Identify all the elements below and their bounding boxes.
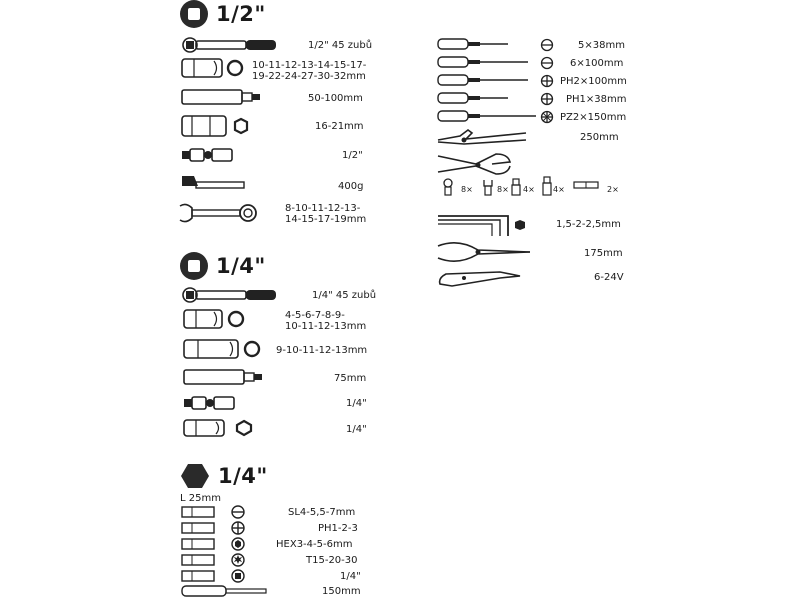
deep-socket-icon	[182, 338, 264, 360]
ratchet-label: 1/2" 45 zubů	[308, 40, 373, 51]
phillips-bits-label: PH1-2-3	[318, 523, 358, 534]
universal-joint-icon	[180, 146, 240, 164]
extension-label: 75mm	[334, 373, 367, 384]
socket-label-line-1: 10-11-12-13-14-15-17-	[252, 60, 367, 71]
combination-wrench-icon	[178, 202, 264, 224]
universal-joint-icon	[182, 394, 242, 412]
section-title: 1/4"	[218, 464, 268, 488]
hex-keys-label: 1,5-2-2,5mm	[556, 219, 621, 230]
socket-label	[252, 60, 366, 82]
terminal-count: 4×	[553, 185, 565, 194]
socket-label-line-2: 19-22-24-27-30-32mm	[252, 71, 366, 82]
universal-joint-label: 1/4"	[346, 398, 367, 409]
terminal-count: 8×	[461, 185, 473, 194]
tester-label: 6-24V	[594, 272, 624, 283]
screwdriver-icon	[436, 36, 546, 52]
hex-keys-icon	[436, 212, 536, 240]
terminal-count: 4×	[523, 185, 535, 194]
wrench-label	[285, 203, 366, 225]
screwdriver-icon	[436, 72, 546, 88]
phillips-icon	[540, 74, 554, 88]
wrench-label-line-1: 8-10-11-12-13-	[285, 203, 361, 214]
screwdriver-icon	[436, 54, 546, 70]
socket-label	[285, 310, 366, 332]
torx-bits-label: T15-20-30	[306, 555, 358, 566]
bit-screwdriver-icon	[180, 584, 272, 598]
adapter-label: 1/4"	[346, 424, 367, 435]
slot-icon	[540, 38, 554, 52]
diagonal-cutters-icon	[436, 150, 516, 178]
bit-holder-icon	[180, 568, 250, 584]
slot-icon	[540, 56, 554, 70]
hammer-label: 400g	[338, 181, 364, 192]
pozidriv-icon	[540, 110, 554, 124]
screwdriver-label: 6×100mm	[570, 58, 624, 69]
section-title: 1/2"	[216, 2, 266, 26]
bit-holder-label: 1/4"	[340, 571, 361, 582]
slot-bits-label: SL4-5,5-7mm	[288, 507, 356, 518]
section-half-inch-header	[180, 0, 266, 28]
fork-terminal-icon	[480, 178, 496, 196]
socket-label-line-1: 4-5-6-7-8-9-	[285, 310, 345, 321]
torx-bit-icon	[180, 552, 250, 568]
slot-bit-icon	[180, 504, 250, 520]
screwdriver-label: PH2×100mm	[560, 76, 627, 87]
section-title: 1/4"	[216, 254, 266, 278]
phillips-bit-icon	[180, 520, 250, 536]
ratchet-icon	[180, 286, 280, 304]
phillips-icon	[540, 92, 554, 106]
spade-terminal-icon	[508, 178, 524, 196]
section-bits-header	[180, 462, 268, 490]
square-drive-icon	[180, 252, 208, 280]
adapter-socket-icon	[182, 418, 258, 438]
ratchet-label: 1/4" 45 zubů	[312, 290, 377, 301]
terminal-count: 8×	[497, 185, 509, 194]
socket-label-line-2: 10-11-12-13mm	[285, 321, 367, 332]
universal-joint-label: 1/2"	[342, 150, 363, 161]
terminal-count: 2×	[607, 185, 619, 194]
screwdriver-label: PZ2×150mm	[560, 112, 627, 123]
socket-icon	[180, 57, 246, 79]
hex-bit-icon	[180, 536, 250, 552]
pliers-label: 250mm	[580, 132, 619, 143]
deep-socket-label: 9-10-11-12-13mm	[276, 345, 368, 356]
nose-pliers-label: 175mm	[584, 248, 623, 259]
water-pump-pliers-icon	[436, 126, 536, 150]
bit-length-label: L 25mm	[180, 493, 221, 504]
ring-terminal-icon	[440, 178, 456, 196]
spark-plug-socket-icon	[180, 114, 260, 138]
screwdriver-label: 5×38mm	[578, 40, 625, 51]
hex-drive-icon	[180, 462, 210, 490]
extension-label: 50-100mm	[308, 93, 363, 104]
ratchet-icon	[180, 36, 280, 54]
butt-connector-icon	[572, 180, 602, 190]
extension-bar-icon	[182, 368, 272, 386]
socket-icon	[182, 308, 248, 330]
screwdriver-icon	[436, 108, 546, 124]
blade-terminal-icon	[540, 176, 554, 196]
screwdriver-icon	[436, 90, 546, 106]
wrench-label-line-2: 14-15-17-19mm	[285, 214, 367, 225]
hex-bits-label: HEX3-4-5-6mm	[276, 539, 353, 550]
hammer-icon	[178, 172, 248, 198]
section-quarter-inch-header	[180, 252, 266, 280]
square-drive-icon	[180, 0, 208, 28]
spark-socket-label: 16-21mm	[315, 121, 364, 132]
extension-bar-icon	[180, 88, 270, 106]
screwdriver-label: PH1×38mm	[566, 94, 627, 105]
voltage-tester-icon	[436, 268, 526, 290]
long-nose-pliers-icon	[436, 238, 536, 266]
bit-screwdriver-label: 150mm	[322, 586, 361, 597]
